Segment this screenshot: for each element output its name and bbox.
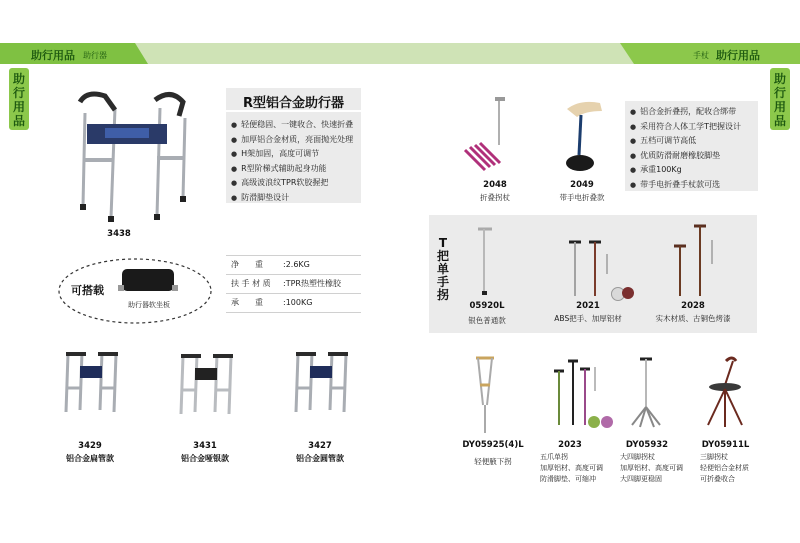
- t-cane-side-label: T 把 单 手 拐: [436, 236, 449, 302]
- cane-2028-image: [668, 222, 718, 300]
- color-swatch-purple: [601, 416, 613, 428]
- color-swatch-brown: [622, 287, 634, 299]
- feature-item: ● 采用符合人体工学T把握设计: [630, 120, 741, 135]
- header-left-sub: 助行器: [83, 51, 107, 60]
- bottom-cane-desc: 五爪单拐 加厚铝材、高度可调 防滑脚垫、可缩冲: [540, 453, 603, 483]
- cane-2048-image: [455, 95, 515, 175]
- feature-item: ● 铝合金折叠拐，配收合绑带: [630, 105, 741, 120]
- bottom-cane-code: 2023: [558, 440, 582, 450]
- walker-name: 铝合金扁管款: [66, 454, 114, 463]
- feature-item: ● 五档可调节高低: [630, 134, 741, 149]
- walker-name: 铝合金哑银款: [181, 454, 229, 463]
- accessory-label: 可搭载: [71, 284, 104, 297]
- walker-name: 铝合金圆管款: [296, 454, 344, 463]
- t-cane-name: ABS把手、加厚铝材: [554, 314, 622, 323]
- side-tab-left: 助 行 用 品: [9, 68, 29, 130]
- bottom-cane-line: 轻便腋下拐: [474, 457, 512, 466]
- cane-code: 2048: [483, 180, 507, 190]
- bottom-cane-code: DY05911L: [701, 440, 750, 450]
- cane-05920L-image: [472, 225, 502, 297]
- feature-item: ● R型阶梯式辅助起身功能: [231, 162, 353, 177]
- cane-2049-image: [555, 95, 615, 175]
- spec-table: [226, 255, 361, 313]
- spec-row: 净 重 :2.6KG: [226, 256, 361, 275]
- walker-3431-image: [175, 350, 235, 418]
- walker-main-code: 3438: [107, 229, 131, 239]
- color-swatch-green: [588, 416, 600, 428]
- header-left-title: 助行用品: [31, 49, 75, 62]
- tripod-seat-cane-image: [700, 355, 750, 430]
- feature-item: ● 轻便稳固、一键收合、快速折叠: [231, 118, 353, 133]
- walker-code: 3427: [308, 441, 332, 451]
- walker-3427-image: [290, 348, 350, 418]
- t-cane-code: 2021: [576, 301, 600, 311]
- t-cane-name: 实木材质、古铜色烤漆: [655, 314, 731, 323]
- feature-item: ● 带手电折叠手杖款可选: [630, 178, 741, 193]
- walker-3438-image: [75, 88, 195, 228]
- walker-feature-list: [231, 118, 353, 205]
- walker-title: R型铝合金助行器: [242, 96, 344, 111]
- header-notch: [128, 43, 148, 64]
- walker-3429-image: [60, 348, 120, 418]
- quad-cane-image: [628, 355, 664, 430]
- feature-item: ● 高级波浪纹TPR软胶握把: [231, 176, 353, 191]
- side-tab-right: 助 行 用 品: [770, 68, 790, 130]
- bottom-cane-desc: 大四脚拐杖 加厚铝材、高度可调 大四脚更稳固: [620, 453, 683, 483]
- header-right-block: [620, 43, 800, 64]
- cane-code: 2049: [570, 180, 594, 190]
- cane-feature-list: [630, 105, 741, 192]
- header-right-title: 助行用品: [716, 49, 760, 62]
- feature-item: ● 优质防滑耐磨橡胶脚垫: [630, 149, 741, 164]
- cane-name: 折叠拐杖: [480, 193, 510, 202]
- feature-item: ● 承重100Kg: [630, 163, 741, 178]
- crutch-image: [470, 355, 500, 437]
- walker-code: 3431: [193, 441, 217, 451]
- t-cane-code: 05920L: [469, 301, 505, 311]
- feature-item: ● 防滑脚垫设计: [231, 191, 353, 206]
- cane-2021-image: [563, 238, 613, 300]
- t-cane-name: 银色普通款: [468, 316, 506, 325]
- t-cane-code: 2028: [681, 301, 705, 311]
- spec-row: 扶 手 材 质 :TPR热塑性橡胶: [226, 275, 361, 294]
- cane-name: 带手电折叠款: [559, 193, 605, 202]
- header-right-sub: 手杖: [693, 51, 709, 60]
- feature-item: ● H架加固，高度可调节: [231, 147, 353, 162]
- accessory-caption: 助行器软坐板: [128, 301, 170, 309]
- bottom-cane-code: DY05925(4)L: [462, 440, 524, 450]
- feature-item: ● 加厚铝合金材质，亮面抛光处理: [231, 133, 353, 148]
- walker-code: 3429: [78, 441, 102, 451]
- spec-row: 承 重 :100KG: [226, 294, 361, 313]
- bottom-cane-code: DY05932: [625, 440, 669, 450]
- bottom-cane-desc: 三脚拐杖 轻便铝合金材质 可折叠收合: [700, 453, 749, 483]
